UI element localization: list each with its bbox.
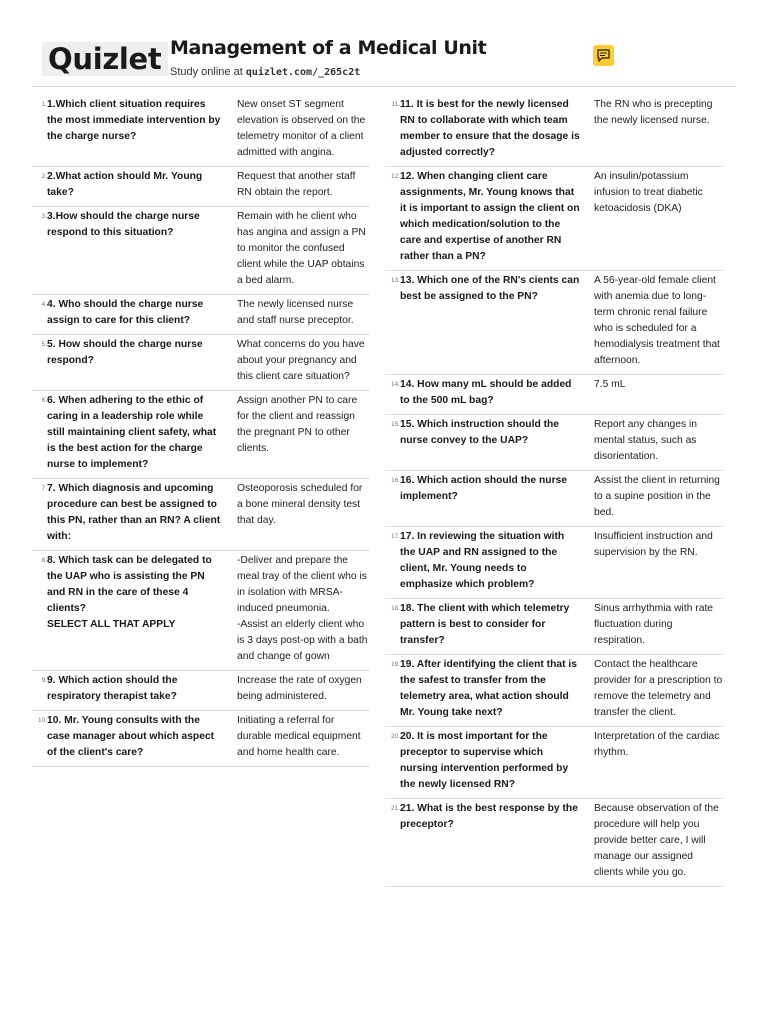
card-term: 4. Who should the charge nurse assign to care for this client? [47, 299, 204, 326]
card-term: 17. In reviewing the situation with the UAP and RN assigned to the client, Mr. Young needs to emphasize which problem? [400, 531, 565, 590]
card-definition: Insufficient instruction and supervision by the RN. [594, 531, 713, 558]
card-definition: 7.5 mL [594, 379, 626, 390]
flashcard-row [32, 95, 370, 167]
flashcard-row [385, 415, 723, 471]
card-term: 3.How should the charge nurse respond to this situation? [47, 211, 200, 238]
card-number: 18. [390, 605, 400, 612]
subtitle-prefix: Study online at [170, 66, 246, 78]
card-term: 20. It is most important for the preceptor to supervise which nursing intervention performed by the newly licensed RN? [400, 731, 569, 790]
card-definition: A 56-year-old female client with anemia due to long-term chronic renal failure who is scheduled for a hemodialysis treatment that afternoon. [594, 275, 720, 366]
study-url-link[interactable]: quizlet.com/_265c2t [245, 67, 361, 78]
card-term: 14. How many mL should be added to the 500 mL bag? [400, 379, 572, 406]
card-definition: Because observation of the procedure will help you provide better care, I will manage our assigned clients while you go. [594, 803, 719, 878]
quizlet-logo[interactable]: Quizlet [42, 42, 168, 76]
card-number: 20. [390, 733, 400, 740]
card-term: 16. Which action should the nurse implement? [400, 475, 568, 502]
card-number: 17. [390, 533, 400, 540]
card-term: 18. The client with which telemetry pattern is best to consider for transfer? [400, 603, 570, 646]
flashcard-row [32, 295, 370, 335]
card-term: 21. What is the best response by the preceptor? [400, 803, 578, 830]
flashcard-row [385, 527, 723, 599]
chat-icon[interactable] [593, 45, 614, 66]
card-number: 6. [41, 397, 47, 404]
card-number: 9. [41, 677, 47, 684]
card-definition: What concerns do you have about your pregnancy and this client care situation? [237, 339, 365, 382]
flashcard-row [385, 375, 723, 415]
card-definition: The newly licensed nurse and staff nurse preceptor. [237, 299, 354, 326]
card-definition: Contact the healthcare provider for a prescription to remove the telemetry and transfer the client. [594, 659, 723, 718]
page-title: Management of a Medical Unit [170, 37, 487, 59]
header-divider [32, 86, 736, 87]
card-term: 7. Which diagnosis and upcoming procedure can best be assigned to this PN, rather than an RN? A client with: [47, 483, 221, 542]
card-number: 13. [390, 277, 400, 284]
card-term: 10. Mr. Young consults with the case manager about which aspect of the client's care? [47, 715, 215, 758]
card-definition: Interpretation of the cardiac rhythm. [594, 731, 720, 758]
flashcard-row [385, 471, 723, 527]
flashcard-row [385, 727, 723, 799]
flashcard-row [385, 271, 723, 375]
left-card-column [32, 95, 370, 767]
right-card-column [385, 95, 723, 887]
card-definition: -Deliver and prepare the meal tray of the client who is in isolation with MRSA-induced pneumonia. -Assist an elderly client who is 3 days post-op with a bath and change of gown [237, 555, 368, 662]
card-term: 1.Which client situation requires the most immediate intervention by the charge nurse? [47, 99, 221, 142]
card-number: 8. [41, 557, 47, 564]
card-term: 8. Which task can be delegated to the UAP who is assisting the PN and RN in the care of these 4 clients? SELECT ALL THAT APPLY [47, 555, 212, 630]
page-header [0, 0, 768, 88]
flashcard-row [32, 167, 370, 207]
card-number: 1. [41, 101, 47, 108]
card-term: 5. How should the charge nurse respond? [47, 339, 203, 366]
card-number: 14. [390, 381, 400, 388]
card-definition: Request that another staff RN obtain the report. [237, 171, 356, 198]
card-definition: Increase the rate of oxygen being administered. [237, 675, 362, 702]
card-term: 2.What action should Mr. Young take? [47, 171, 203, 198]
card-definition: An insulin/potassium infusion to treat diabetic ketoacidosis (DKA) [594, 171, 703, 214]
card-number: 4. [41, 301, 47, 308]
flashcard-row [385, 655, 723, 727]
card-definition: Sinus arrhythmia with rate fluctuation during respiration. [594, 603, 714, 646]
card-definition: Remain with he client who has angina and assign a PN to monitor the confused client while the UAP obtains a bed alarm. [237, 211, 366, 286]
card-number: 12. [390, 173, 400, 180]
card-term: 12. When changing client care assignments, Mr. Young knows that it is important to assign the client on which medication/solution to the care and expertise of another RN rather than a PN? [400, 171, 580, 262]
card-number: 2. [41, 173, 47, 180]
flashcard-row [32, 711, 370, 767]
card-term: 19. After identifying the client that is the safest to transfer from the telemetry area, what action should Mr. Young take next? [400, 659, 577, 718]
card-definition: The RN who is precepting the newly licensed nurse. [594, 99, 713, 126]
card-term: 13. Which one of the RN's cients can best be assigned to the PN? [400, 275, 580, 302]
card-definition: Osteoporosis scheduled for a bone mineral density test that day. [237, 483, 363, 526]
card-number: 3. [41, 213, 47, 220]
card-term: 6. When adhering to the ethic of caring in a leadership role while still maintaining client safety, what is the best action for the charge nurse to implement? [47, 395, 217, 470]
card-term: 15. Which instruction should the nurse convey to the UAP? [400, 419, 560, 446]
card-term: 11. It is best for the newly licensed RN to collaborate with which team member to ensure that the dosage is adjusted correctly? [400, 99, 580, 158]
card-definition: New onset ST segment elevation is observed on the telemetry monitor of a client admitted with angina. [237, 99, 366, 158]
card-number: 16. [390, 477, 400, 484]
card-term: 9. Which action should the respiratory therapist take? [47, 675, 178, 702]
card-definition: Initiating a referral for durable medical equipment and home health care. [237, 715, 361, 758]
card-definition: Report any changes in mental status, such as disorientation. [594, 419, 698, 462]
card-definition: Assist the client in returning to a supine position in the bed. [594, 475, 720, 518]
page-subtitle [170, 66, 360, 78]
flashcard-row [385, 599, 723, 655]
flashcard-row [385, 95, 723, 167]
card-definition: Assign another PN to care for the client and reassign the pregnant PN to other clients. [237, 395, 358, 454]
card-number: 19. [390, 661, 400, 668]
flashcard-row [32, 551, 370, 671]
card-number: 15. [390, 421, 400, 428]
card-number: 11. [391, 101, 400, 108]
flashcard-row [32, 479, 370, 551]
flashcard-row [32, 671, 370, 711]
card-number: 10. [37, 717, 47, 724]
flashcard-row [385, 799, 723, 887]
card-number: 7. [41, 485, 47, 492]
flashcard-row [385, 167, 723, 271]
flashcard-row [32, 391, 370, 479]
flashcard-row [32, 335, 370, 391]
flashcard-row [32, 207, 370, 295]
card-number: 5. [41, 341, 47, 348]
card-number: 21. [390, 805, 400, 812]
